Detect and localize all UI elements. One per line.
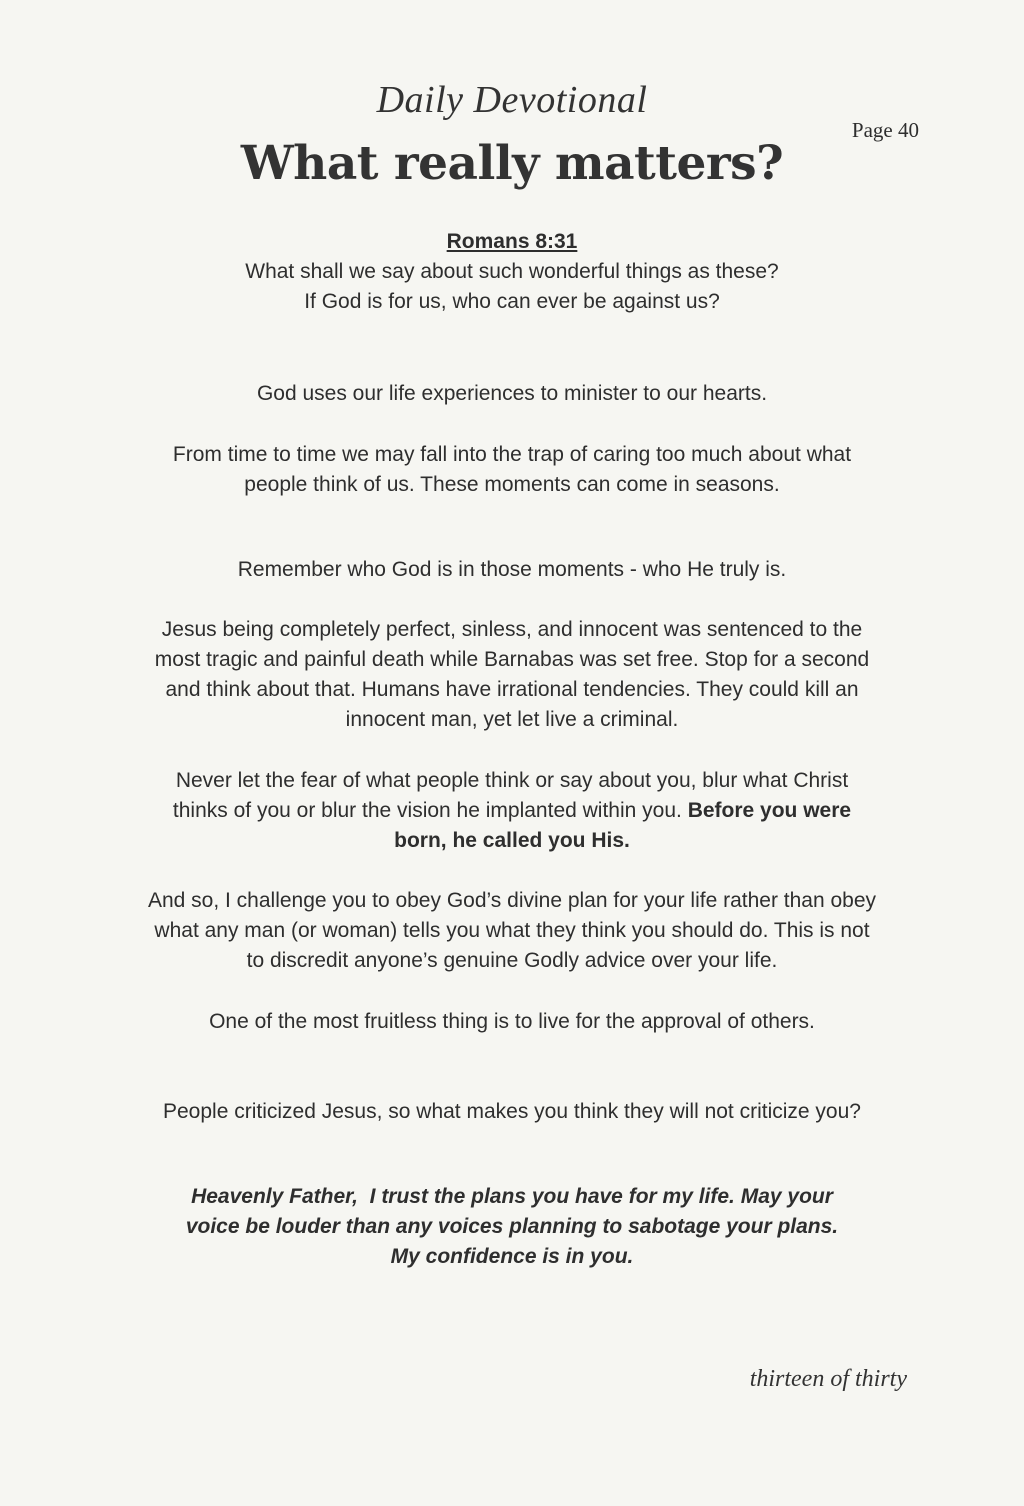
paragraph-8-text: People criticized Jesus, so what makes you think they will not criticize you? bbox=[163, 1100, 861, 1123]
paragraph-4-line-1: Jesus being completely perfect, sinless, and innocent was sentenced to the bbox=[161, 618, 863, 641]
paragraph-5-line-2-text: thinks of you or blur the vision he implanted within you. bbox=[172, 799, 688, 822]
paragraph-6-line-3: to discredit anyone’s genuine Godly advice over your life. bbox=[246, 949, 778, 972]
paragraph-8 bbox=[112, 1097, 912, 1127]
paragraph-3-text: Remember who God is in those moments - who He truly is. bbox=[237, 558, 787, 581]
prayer-line-3: My confidence is in you. bbox=[390, 1245, 634, 1268]
paragraph-5-line-2 bbox=[112, 796, 912, 826]
paragraph-2-line-1: From time to time we may fall into the trap of caring too much about what bbox=[172, 443, 852, 466]
paragraph-7 bbox=[112, 1007, 912, 1037]
paragraph-4-line-2: most tragic and painful death while Barnabas was set free. Stop for a second bbox=[154, 648, 870, 671]
verse-line-2: If God is for us, who can ever be against us? bbox=[304, 290, 720, 313]
paragraph-6 bbox=[112, 886, 912, 976]
prayer-block bbox=[112, 1182, 912, 1272]
prayer-line-2: voice be louder than any voices planning to sabotage your plans. bbox=[185, 1215, 839, 1238]
paragraph-4-line-3: and think about that. Humans have irrational tendencies. They could kill an bbox=[165, 678, 859, 701]
paragraph-5-emphasis-start: Before you were bbox=[687, 799, 852, 822]
paragraph-2 bbox=[112, 440, 912, 500]
paragraph-3 bbox=[112, 555, 912, 585]
paragraph-5-line-1: Never let the fear of what people think or say about you, blur what Christ bbox=[175, 769, 849, 792]
paragraph-4 bbox=[112, 615, 912, 735]
paragraph-1 bbox=[112, 379, 912, 409]
verse-reference: Romans 8:31 bbox=[446, 230, 578, 253]
page-title: What really matters? bbox=[240, 136, 784, 191]
paragraph-5-emphasis-end: born, he called you His. bbox=[394, 829, 630, 852]
verse-line-1: What shall we say about such wonderful things as these? bbox=[245, 260, 779, 283]
page-number: Page 40 bbox=[851, 118, 919, 142]
paragraph-6-line-1: And so, I challenge you to obey God’s divine plan for your life rather than obey bbox=[147, 889, 877, 912]
devotional-kicker: Daily Devotional bbox=[376, 79, 648, 121]
series-signature: thirteen of thirty bbox=[749, 1366, 907, 1392]
verse-block bbox=[112, 227, 912, 317]
paragraph-2-line-2: people think of us. These moments can come in seasons. bbox=[244, 473, 780, 496]
paragraph-7-text: One of the most fruitless thing is to live for the approval of others. bbox=[209, 1010, 815, 1033]
paragraph-5 bbox=[112, 766, 912, 856]
paragraph-4-line-4: innocent man, yet let live a criminal. bbox=[345, 708, 679, 731]
paragraph-6-line-2: what any man (or woman) tells you what they think you should do. This is not bbox=[154, 919, 870, 942]
prayer-line-1: Heavenly Father, I trust the plans you have for my life. May your bbox=[191, 1185, 833, 1208]
paragraph-1-text: God uses our life experiences to minister to our hearts. bbox=[256, 382, 768, 405]
